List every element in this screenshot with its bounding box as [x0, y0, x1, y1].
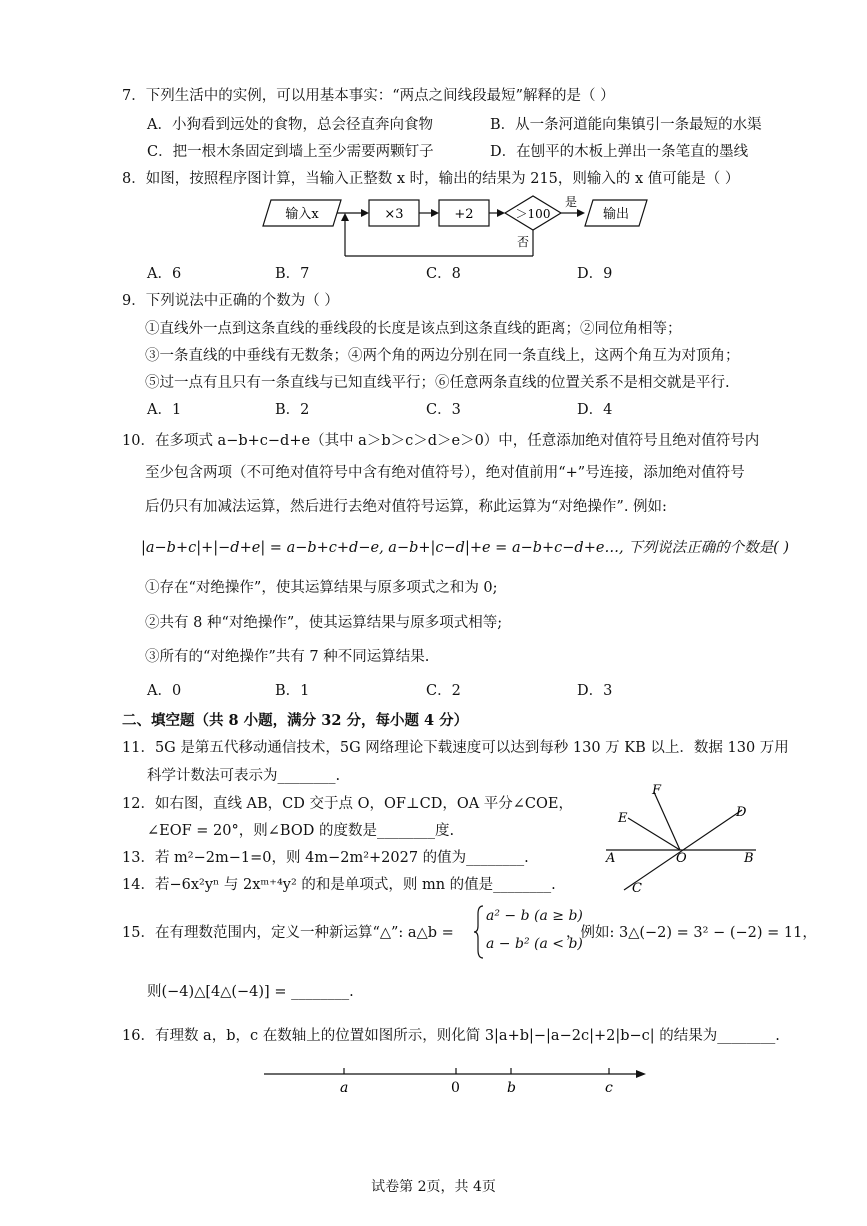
flow-input-label: 输入x — [285, 207, 319, 222]
label-a: A — [606, 851, 616, 866]
q15-case-1: a² − b (a ≥ b) — [486, 908, 583, 924]
q15-case-2: a − b² (a < b) — [486, 936, 583, 952]
label-b: B — [744, 851, 754, 866]
q7-option-b: B．从一条河道能向集镇引一条最短的水渠 — [490, 117, 762, 133]
axis-label-zero: 0 — [451, 1080, 460, 1096]
q7-stem: 7．下列生活中的实例，可以用基本事实：“两点之间线段最短”解释的是（ ） — [122, 88, 615, 104]
axis-label-c: c — [605, 1080, 613, 1096]
label-e: E — [618, 811, 628, 826]
q10-option-a: A．0 — [147, 683, 182, 699]
q9-option-b: B．2 — [275, 402, 310, 418]
q10-line4: |a−b+c|+|−d+e| = a−b+c+d−e, a−b+|c−d|+e = a−b+c−d+e…, 下列说法正确的个数是( ) — [141, 540, 790, 556]
q9-option-a: A．1 — [147, 402, 182, 418]
q10-statement-1: ①存在“对绝操作”，使其运算结果与原多项式之和为 0; — [145, 580, 498, 596]
flow-yes-label: 是 — [564, 195, 578, 209]
q10-statement-3: ③所有的“对绝操作”共有 7 种不同运算结果. — [145, 649, 430, 665]
q8-flowchart — [255, 194, 655, 264]
q10-option-d: D．3 — [577, 683, 613, 699]
q10-line1: 10．在多项式 a−b+c−d+e（其中 a＞b＞c＞d＞e＞0）中，任意添加绝对值符号且绝对值符号内 — [122, 433, 760, 449]
q9-statement-line2: ③一条直线的中垂线有无数条；④两个角的两边分别在同一条直线上，这两个角互为对顶角； — [145, 348, 740, 364]
q12-line1: 12．如右图，直线 AB，CD 交于点 O，OF⊥CD，OA 平分∠COE， — [122, 796, 573, 812]
section-fill-in-heading: 二、填空题（共 8 小题，满分 32 分，每小题 4 分） — [122, 712, 469, 729]
q7-option-a: A．小狗看到远处的食物，总会径直奔向食物 — [147, 117, 433, 133]
q8-option-a: A．6 — [147, 266, 182, 282]
flow-times-label: ×3 — [384, 207, 404, 222]
q8-option-b: B．7 — [275, 266, 310, 282]
q11-line2: 科学计数法可表示为________. — [147, 768, 341, 784]
flow-no-label: 否 — [516, 235, 530, 249]
flow-plus-label: +2 — [454, 207, 474, 222]
q16-line: 16．有理数 a，b，c 在数轴上的位置如图所示，则化简 3|a+b|−|a−2c|+2|b−c| 的结果为________. — [122, 1028, 780, 1044]
q16-number-line — [258, 1062, 650, 1098]
q15-example: ，例如: 3△(−2) = 3² − (−2) = 11， — [566, 925, 817, 941]
flow-output-label: 输出 — [602, 207, 630, 222]
q15-brace — [474, 904, 484, 960]
label-d: D — [736, 805, 747, 820]
q14-line: 14．若−6x²yⁿ 与 2xᵐ⁺⁴y² 的和是单项式，则 mn 的值是________. — [122, 877, 556, 893]
q9-stem: 9．下列说法中正确的个数为（ ） — [122, 293, 339, 309]
q10-line2: 至少包含两项（不可绝对值符号中含有绝对值符号），绝对值前用“+”号连接，添加绝对值符号 — [145, 465, 745, 481]
q8-stem: 8．如图，按照程序图计算，当输入正整数 x 时，输出的结果为 215，则输入的 x 值可能是（ ） — [122, 171, 740, 187]
q7-option-c: C．把一根木条固定到墙上至少需要两颗钉子 — [147, 144, 434, 160]
q9-option-d: D．4 — [577, 402, 613, 418]
axis-label-a: a — [340, 1080, 349, 1096]
flow-condition-label: ＞100 — [515, 207, 551, 221]
q11-line1: 11．5G 是第五代移动通信技术，5G 网络理论下载速度可以达到每秒 130 万 KB 以上．数据 130 万用 — [122, 740, 789, 756]
q9-option-c: C．3 — [426, 402, 461, 418]
label-o: O — [676, 851, 687, 866]
q10-statement-2: ②共有 8 种“对绝操作”，使其运算结果与原多项式相等; — [145, 615, 503, 631]
q10-option-c: C．2 — [426, 683, 461, 699]
label-f: F — [652, 783, 662, 798]
axis-label-b: b — [507, 1080, 516, 1096]
q9-statement-line3: ⑤过一点有且只有一条直线与已知直线平行；⑥任意两条直线的位置关系不是相交就是平行. — [145, 375, 730, 391]
q10-option-b: B．1 — [275, 683, 310, 699]
page-footer: 试卷第 2页，共 4页 — [371, 1179, 496, 1195]
q7-option-d: D．在刨平的木板上弹出一条笔直的墨线 — [490, 144, 749, 160]
q8-option-c: C．8 — [426, 266, 461, 282]
q10-line3: 后仍只有加减法运算，然后进行去绝对值符号运算，称此运算为“对绝操作”. 例如: — [145, 499, 667, 515]
q9-statement-line1: ①直线外一点到这条直线的垂线段的长度是该点到这条直线的距离；②同位角相等； — [145, 321, 682, 337]
q8-option-d: D．9 — [577, 266, 613, 282]
q12-angle-figure — [600, 780, 765, 895]
label-c: C — [632, 881, 642, 895]
q13-line: 13．若 m²−2m−1=0，则 4m−2m²+2027 的值为________. — [122, 850, 529, 866]
axis-arrow — [636, 1070, 646, 1078]
q15-question: 则(−4)△[4△(−4)] = ________. — [147, 984, 354, 1000]
q15-prefix: 15．在有理数范围内，定义一种新运算“△”: a△b = — [122, 925, 454, 941]
q12-line2: ∠EOF = 20°，则∠BOD 的度数是________度. — [147, 823, 455, 839]
